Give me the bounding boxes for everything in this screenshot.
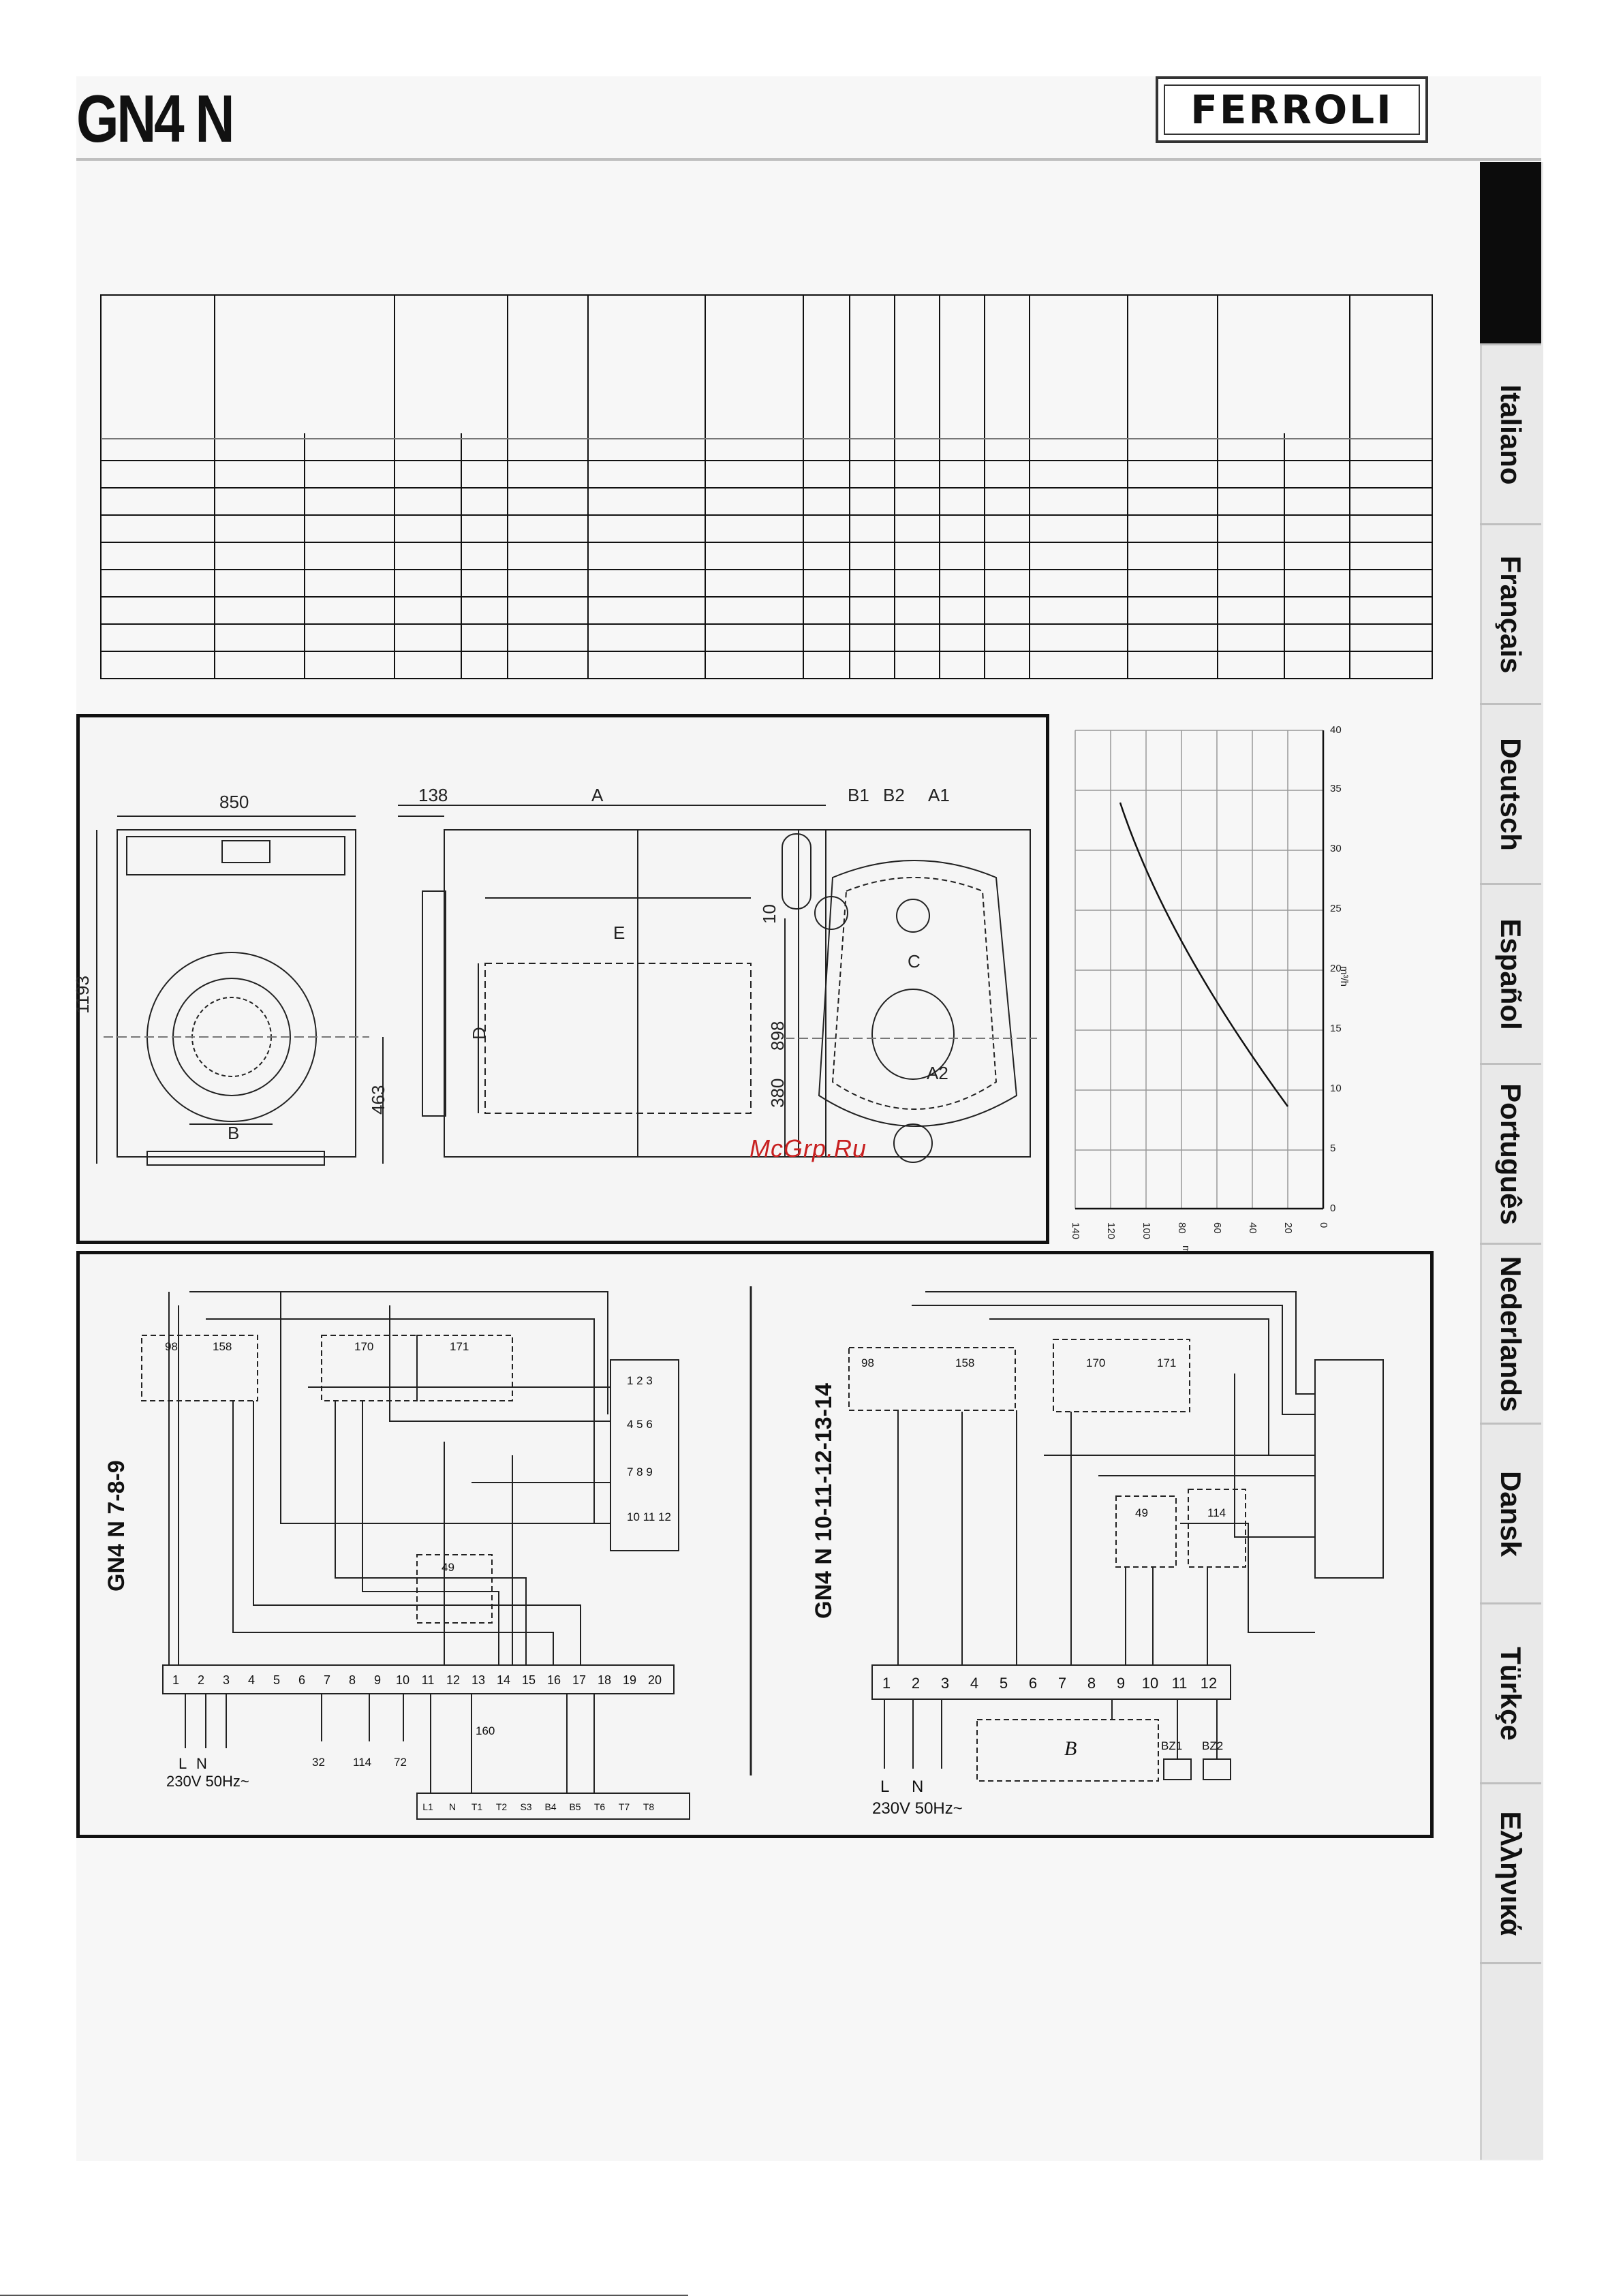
terminal-label: 19 — [622, 1673, 637, 1687]
terminal-label: 9 — [1116, 1675, 1126, 1692]
tab-label: Français — [1495, 555, 1527, 673]
burner-terminal: T6 — [593, 1801, 606, 1812]
ref-160: 160 — [476, 1724, 495, 1737]
y-tick: 25 — [1330, 903, 1342, 914]
dim-380: 380 — [767, 1078, 788, 1108]
x-tick: 140 — [1070, 1222, 1081, 1240]
terminal-label: 4 — [970, 1675, 979, 1692]
ref-171: 171 — [450, 1340, 469, 1353]
burner-terminal: B4 — [544, 1801, 557, 1812]
ref-114: 114 — [1207, 1506, 1226, 1519]
dim-1193: 1193 — [72, 976, 93, 1014]
dim-D: D — [469, 1027, 489, 1040]
pressure-drop-chart — [1063, 721, 1349, 1245]
x-tick: 20 — [1282, 1222, 1294, 1234]
terminal-label: 15 — [521, 1673, 536, 1687]
tab-dansk[interactable] — [1480, 1423, 1541, 1602]
dimensions-drawing — [72, 714, 1049, 1244]
dim-B: B — [228, 1123, 240, 1143]
burner-terminal: T8 — [643, 1801, 655, 1812]
wiring-diagrams — [76, 1251, 1434, 1838]
terminal-label: 11 — [421, 1673, 435, 1687]
terminal-label: 2 — [911, 1675, 921, 1692]
tab-empty — [1480, 1962, 1541, 2160]
y-tick: 10 — [1330, 1083, 1342, 1094]
left-connector-row: 1 2 3 — [627, 1374, 653, 1387]
ref-98: 98 — [165, 1340, 178, 1353]
dim-A: A — [591, 785, 604, 805]
tab-italiano[interactable] — [1480, 343, 1541, 523]
tab-nederlands[interactable] — [1480, 1243, 1541, 1423]
terminal-label: 16 — [546, 1673, 561, 1687]
model-title: GN4 N — [76, 81, 233, 156]
conn-A2: A2 — [927, 1063, 948, 1083]
right-phase-L: L — [880, 1778, 890, 1796]
ref-49: 49 — [1135, 1506, 1148, 1519]
ref-158: 158 — [213, 1340, 232, 1353]
right-phase-N: N — [912, 1778, 924, 1796]
language-tab-active-marker — [1480, 162, 1541, 343]
terminal-label: 5 — [999, 1675, 1008, 1692]
terminal-label: 13 — [471, 1673, 486, 1687]
y-unit: m³/h — [1338, 966, 1350, 987]
conn-A1: A1 — [928, 785, 950, 805]
y-tick: 40 — [1330, 724, 1342, 736]
ref-171: 171 — [1157, 1356, 1177, 1369]
terminal-label: 11 — [1171, 1675, 1188, 1692]
tab-label: Dansk — [1495, 1470, 1527, 1557]
rear-view-body — [799, 830, 1030, 1157]
terminal-label: 12 — [1200, 1675, 1218, 1692]
x-tick: 80 — [1176, 1222, 1188, 1234]
terminal-label: 14 — [496, 1673, 511, 1687]
ref-158: 158 — [955, 1356, 975, 1369]
conn-B2: B2 — [883, 785, 905, 805]
terminal-label: 9 — [373, 1673, 382, 1687]
tab-portugues[interactable] — [1480, 1063, 1541, 1243]
ref-32: 32 — [312, 1756, 325, 1769]
tab-label: Nederlands — [1495, 1256, 1527, 1412]
ref-72: 72 — [394, 1756, 407, 1769]
terminal-label: 2 — [197, 1673, 205, 1687]
y-tick: 35 — [1330, 783, 1342, 794]
burner-terminal: T1 — [471, 1801, 483, 1812]
ferroli-logo — [1156, 76, 1428, 143]
dim-463: 463 — [368, 1085, 388, 1115]
conn-B1: B1 — [848, 785, 869, 805]
left-supply: 230V 50Hz~ — [166, 1773, 249, 1790]
y-tick: 0 — [1330, 1203, 1336, 1214]
block-B-label: B — [1064, 1737, 1077, 1760]
terminal-label: 1 — [882, 1675, 891, 1692]
dim-C: C — [908, 951, 921, 972]
burner-terminal: N — [448, 1801, 457, 1812]
terminal-label: 10 — [1141, 1675, 1159, 1692]
terminal-label: 17 — [572, 1673, 587, 1687]
terminal-label: 10 — [395, 1673, 410, 1687]
right-model-label: GN4 N 10-11-12-13-14 — [811, 1383, 837, 1619]
dim-138: 138 — [418, 785, 448, 805]
spec-table — [100, 294, 1433, 680]
header-rule — [76, 158, 1541, 161]
ref-98: 98 — [861, 1356, 874, 1369]
x-tick: 40 — [1247, 1222, 1258, 1234]
x-tick: 0 — [1318, 1222, 1329, 1228]
burner-terminal: L1 — [422, 1801, 433, 1812]
left-model-label: GN4 N 7-8-9 — [104, 1460, 129, 1592]
x-tick: 60 — [1211, 1222, 1223, 1234]
left-phase-N: N — [196, 1755, 207, 1772]
logo-text: FERROLI — [1190, 87, 1393, 133]
y-tick: 15 — [1330, 1023, 1342, 1034]
watermark: McGrp.Ru — [749, 1134, 867, 1162]
terminal-label: 3 — [222, 1673, 230, 1687]
x-tick: 120 — [1105, 1222, 1117, 1240]
x-tick: 100 — [1141, 1222, 1152, 1240]
terminal-label: 8 — [348, 1673, 356, 1687]
dim-E: E — [613, 922, 625, 943]
y-tick: 20 — [1330, 963, 1342, 974]
tab-label: Ελληνικά — [1495, 1810, 1527, 1936]
tab-deutsch[interactable] — [1480, 703, 1541, 883]
y-tick: 5 — [1330, 1143, 1336, 1154]
pressure-curve — [1120, 803, 1288, 1106]
tab-label: Español — [1495, 918, 1527, 1030]
ref-49: 49 — [442, 1561, 454, 1574]
tab-label: Deutsch — [1495, 737, 1527, 851]
terminal-label: 6 — [298, 1673, 306, 1687]
y-tick: 30 — [1330, 843, 1342, 854]
burner-terminal: T2 — [495, 1801, 508, 1812]
dim-898: 898 — [767, 1021, 788, 1051]
tab-ellinika[interactable] — [1480, 1782, 1541, 1962]
burner-terminal: S3 — [520, 1801, 532, 1812]
burner-terminal: T7 — [618, 1801, 630, 1812]
bz2-label: BZ2 — [1202, 1739, 1224, 1752]
terminal-label: 5 — [273, 1673, 281, 1687]
ref-114: 114 — [353, 1756, 372, 1769]
terminal-label: 4 — [247, 1673, 256, 1687]
burner-terminal: B5 — [569, 1801, 581, 1812]
terminal-label: 1 — [172, 1673, 180, 1687]
tab-turkce[interactable] — [1480, 1602, 1541, 1782]
tab-francais[interactable] — [1480, 523, 1541, 703]
ref-170: 170 — [1086, 1356, 1106, 1369]
tab-label: Italiano — [1495, 384, 1527, 485]
front-view-body — [117, 830, 356, 1157]
terminal-label: 3 — [940, 1675, 950, 1692]
dim-10: 10 — [759, 904, 779, 924]
left-connector-row: 4 5 6 — [627, 1418, 653, 1431]
terminal-label: 12 — [446, 1673, 461, 1687]
ref-170: 170 — [354, 1340, 374, 1353]
dim-850: 850 — [219, 792, 249, 812]
terminal-label: 7 — [323, 1673, 331, 1687]
tab-label: Türkçe — [1495, 1646, 1527, 1741]
terminal-label: 20 — [647, 1673, 662, 1687]
left-connector-row: 10 11 12 — [627, 1510, 671, 1523]
terminal-label: 6 — [1028, 1675, 1038, 1692]
tab-espanol[interactable] — [1480, 883, 1541, 1063]
terminal-label: 8 — [1087, 1675, 1096, 1692]
right-supply: 230V 50Hz~ — [872, 1799, 963, 1818]
terminal-label: 7 — [1057, 1675, 1067, 1692]
left-phase-L: L — [179, 1755, 187, 1772]
left-connector-row: 7 8 9 — [627, 1465, 653, 1478]
terminal-label: 18 — [597, 1673, 612, 1687]
bz1-label: BZ1 — [1161, 1739, 1183, 1752]
tab-label: Português — [1495, 1083, 1527, 1225]
